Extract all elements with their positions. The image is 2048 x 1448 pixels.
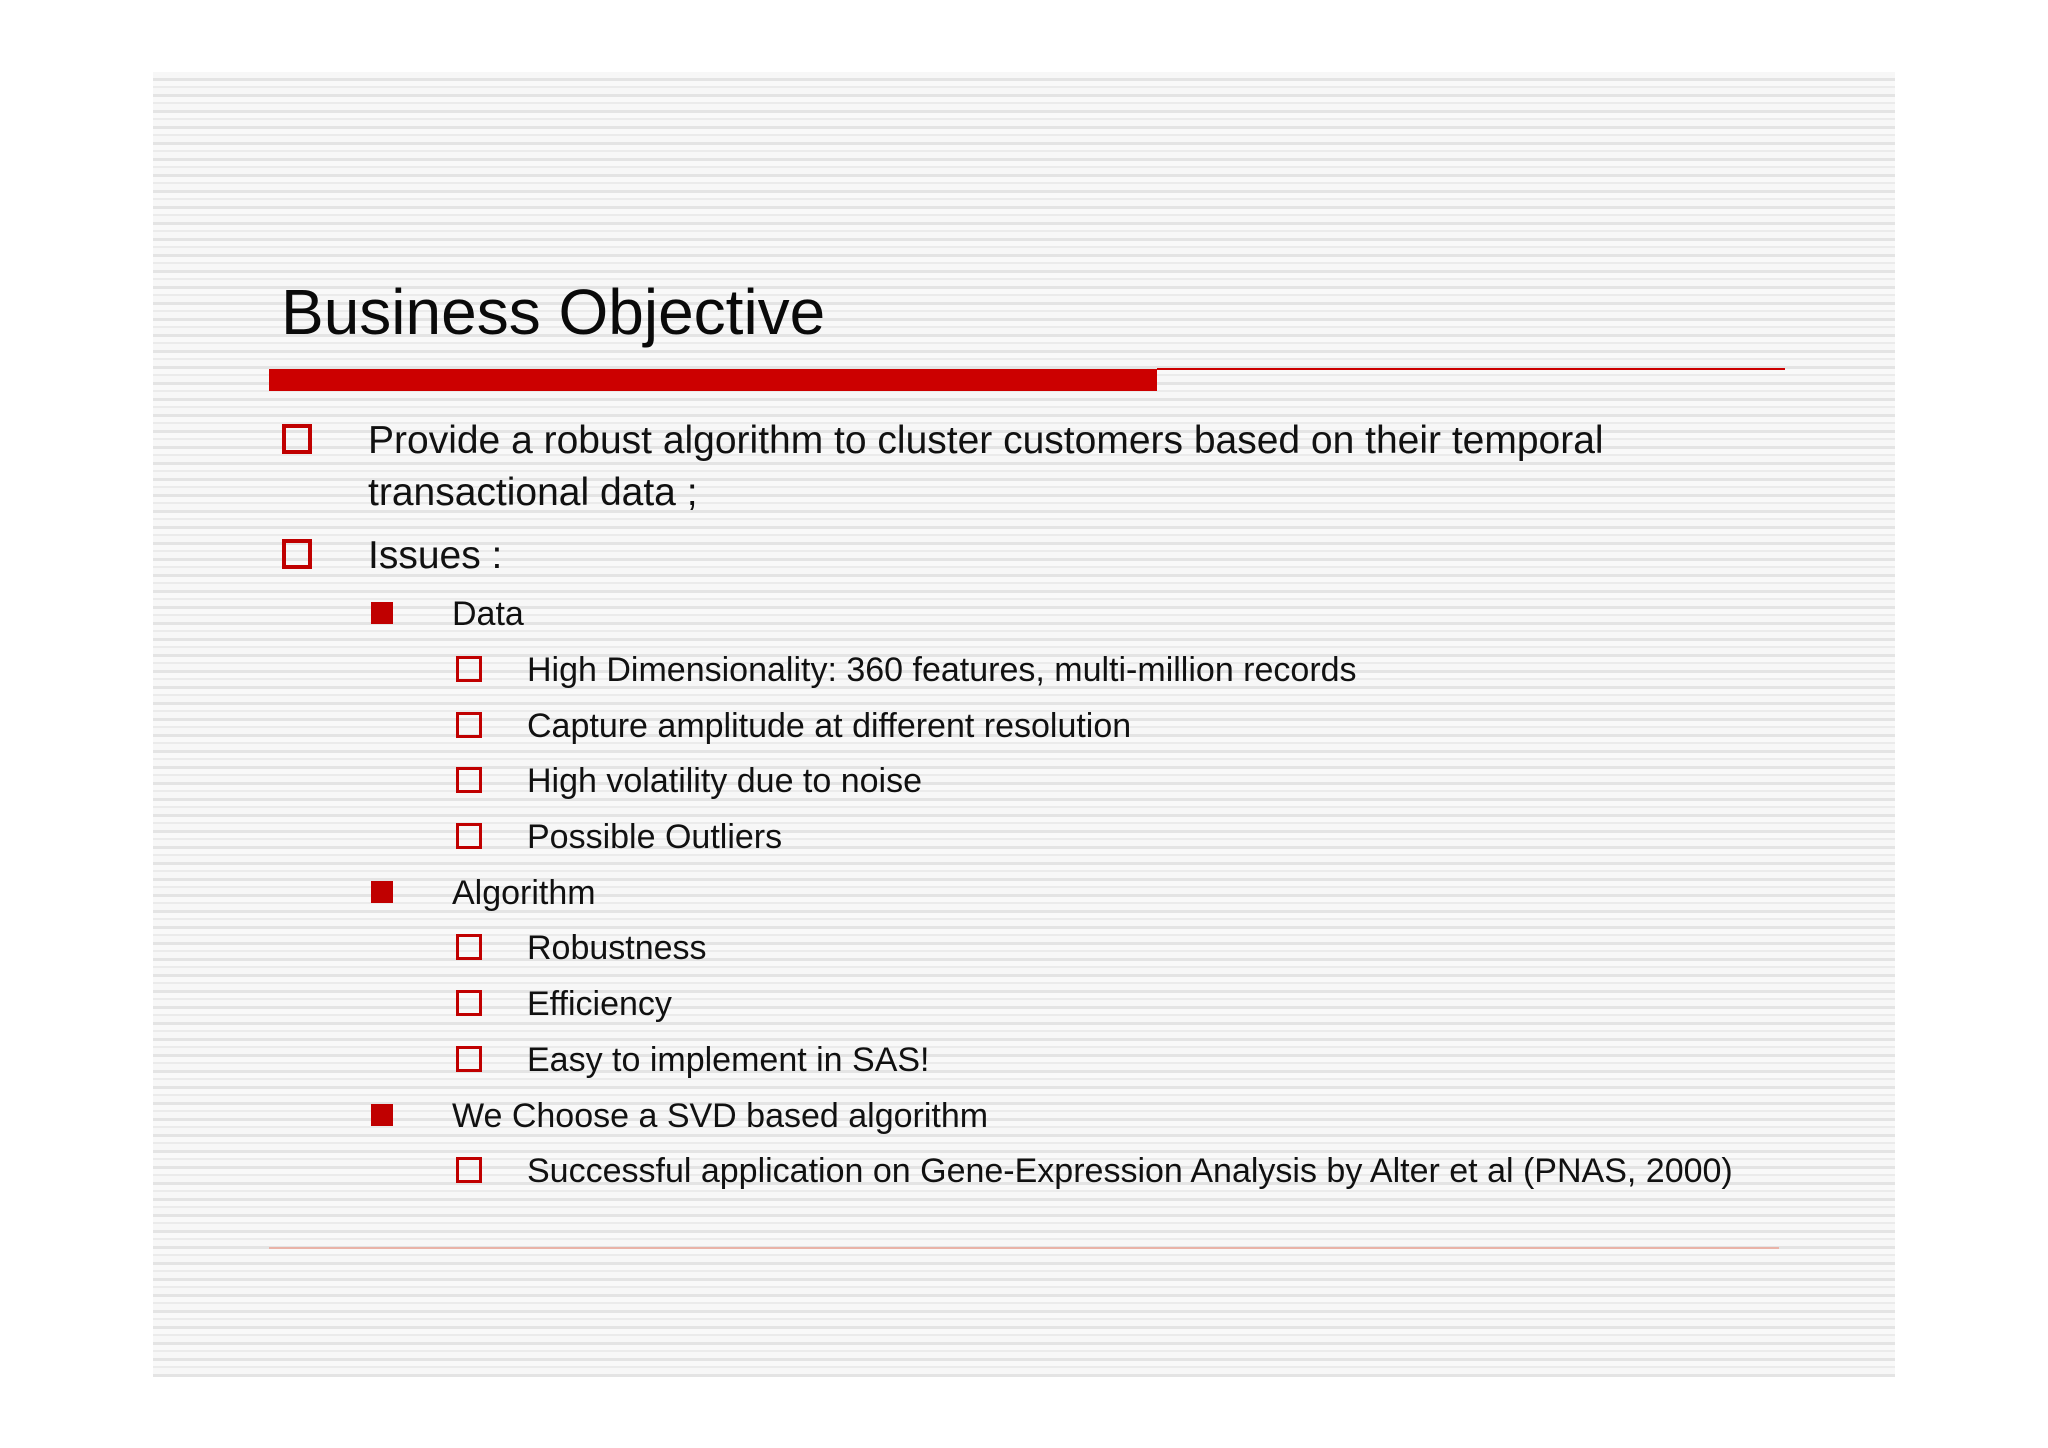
title-underline-thin — [1157, 368, 1785, 370]
filled-square-bullet-icon — [371, 602, 393, 624]
choice-item: Successful application on Gene-Expression Analysis by Alter et al (PNAS, 2000) — [527, 1152, 1733, 1190]
sub-bullet-data: Data — [452, 595, 524, 633]
algorithm-item: Easy to implement in SAS! — [527, 1041, 930, 1079]
hollow-square-bullet-icon — [282, 539, 312, 569]
algorithm-item: Efficiency — [527, 985, 672, 1023]
hollow-square-bullet-icon — [456, 767, 482, 793]
data-item: High volatility due to noise — [527, 762, 923, 800]
slide-title: Business Objective — [281, 276, 826, 348]
bullet-objective-line2: transactional data ; — [368, 471, 698, 514]
hollow-square-bullet-icon — [456, 990, 482, 1016]
hollow-square-bullet-icon — [456, 934, 482, 960]
hollow-square-bullet-icon — [456, 1157, 482, 1183]
hollow-square-bullet-icon — [282, 424, 312, 454]
sub-bullet-algorithm: Algorithm — [452, 874, 596, 912]
hollow-square-bullet-icon — [456, 1046, 482, 1072]
hollow-square-bullet-icon — [456, 712, 482, 738]
data-item: High Dimensionality: 360 features, multi-million records — [527, 651, 1357, 689]
data-item: Capture amplitude at different resolution — [527, 707, 1132, 745]
hollow-square-bullet-icon — [456, 656, 482, 682]
footer-divider — [269, 1247, 1779, 1249]
bullet-issues: Issues : — [368, 534, 503, 577]
sub-bullet-choice: We Choose a SVD based algorithm — [452, 1097, 989, 1135]
title-underline-thick — [269, 369, 1157, 391]
data-item: Possible Outliers — [527, 818, 783, 856]
bullet-objective-line1: Provide a robust algorithm to cluster customers based on their temporal — [368, 419, 1604, 462]
filled-square-bullet-icon — [371, 1104, 393, 1126]
filled-square-bullet-icon — [371, 881, 393, 903]
algorithm-item: Robustness — [527, 929, 707, 967]
hollow-square-bullet-icon — [456, 823, 482, 849]
